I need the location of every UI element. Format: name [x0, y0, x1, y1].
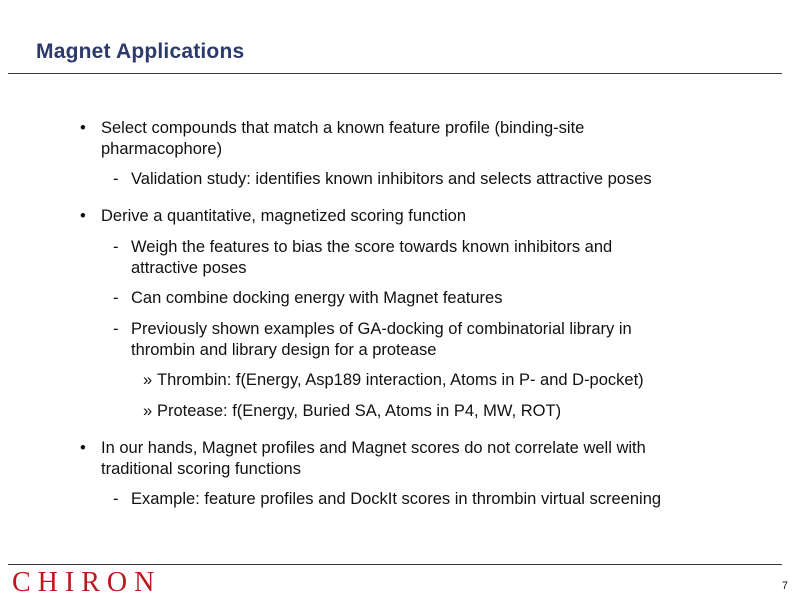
bullet-3-line-1: In our hands, Magnet profiles and Magnet scores do not correlate well with: [101, 439, 646, 457]
bullet-1-line-2: pharmacophore): [101, 140, 223, 158]
bullet-marker: •: [80, 439, 86, 457]
bullet-2-line-1: Derive a quantitative, magnetized scoring function: [101, 207, 467, 225]
sub-bullet-marker: -: [113, 170, 119, 188]
bullet-1-line-1: Select compounds that match a known feature profile (binding-site: [101, 119, 585, 137]
subsub-bullet-marker: »: [143, 402, 153, 420]
page-number: 7: [781, 580, 788, 592]
sub-bullet-marker: -: [113, 238, 119, 256]
footer-divider: [8, 564, 782, 565]
bullet-2-sub-1-line-1: Weigh the features to bias the score towards known inhibitors and: [131, 238, 613, 256]
bullet-3-line-2: traditional scoring functions: [101, 460, 301, 478]
bullet-2-sub-2: Can combine docking energy with Magnet features: [131, 289, 503, 307]
subsub-bullet-marker: »: [143, 371, 153, 389]
bullet-2-sub-3-line-1: Previously shown examples of GA-docking of combinatorial library in: [131, 320, 632, 338]
bullet-2-sub-3-line-2: thrombin and library design for a protease: [131, 341, 437, 359]
bullet-2-sub-1-line-2: attractive poses: [131, 259, 247, 277]
sub-bullet-marker: -: [113, 320, 119, 338]
bullet-marker: •: [80, 119, 86, 137]
slide-title: Magnet Applications: [36, 40, 245, 63]
bullet-1-sub-1: Validation study: identifies known inhibitors and selects attractive poses: [131, 170, 652, 188]
bullet-2-subsub-2: Protease: f(Energy, Buried SA, Atoms in P4, MW, ROT): [157, 402, 562, 420]
bullet-2-subsub-1: Thrombin: f(Energy, Asp189 interaction, Atoms in P- and D-pocket): [157, 371, 644, 389]
sub-bullet-marker: -: [113, 289, 119, 307]
sub-bullet-marker: -: [113, 490, 119, 508]
chiron-logo: CHIRON: [12, 567, 162, 598]
bullet-marker: •: [80, 207, 86, 225]
bullet-3-sub-1: Example: feature profiles and DockIt scores in thrombin virtual screening: [131, 490, 662, 508]
